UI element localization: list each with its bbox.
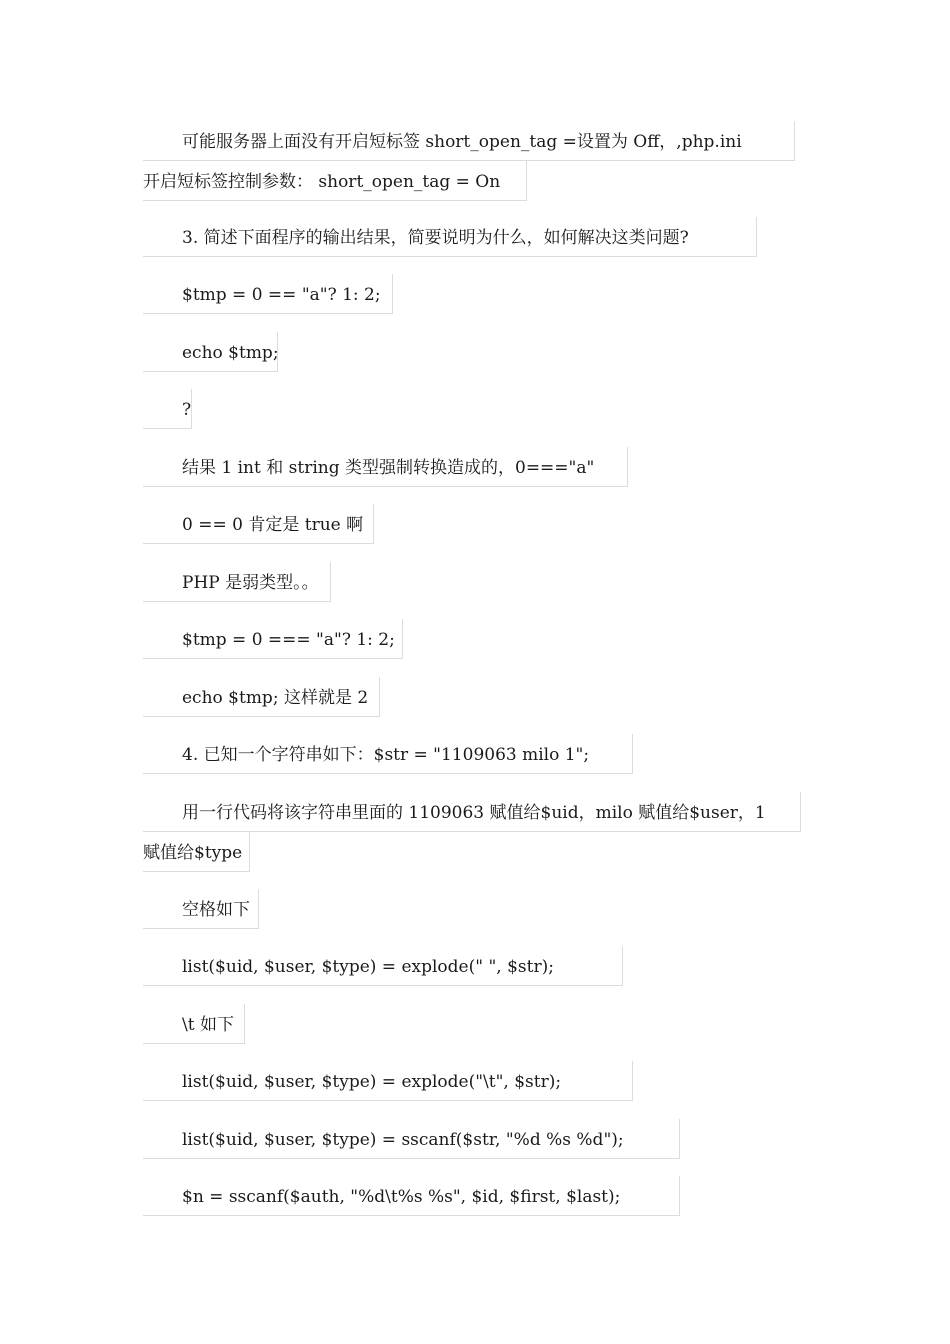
code-line-sscanf-auth [143,1176,680,1216]
question-4-description [143,792,801,872]
space-method-label [143,889,259,929]
text-line: $n = sscanf($auth, "%d\t%s %s", $id, $first, $last); [143,1176,680,1216]
code-line-explode-tab [143,1061,633,1101]
text-line: 4. 已知一个字符串如下：$str = "1109063 milo 1"; [143,734,633,774]
text-line: PHP 是弱类型。。 [143,562,331,602]
answer-result-line [143,447,628,487]
code-line-echo [143,332,278,372]
text-line: list($uid, $user, $type) = explode(" ", $str); [143,946,623,986]
text-line: 结果 1 int 和 string 类型强制转换造成的，0==="a" [143,447,628,487]
code-line-question-mark [143,389,192,429]
text-line: echo $tmp; 这样就是 2 [143,677,380,717]
text-line: ? [143,389,192,429]
text-line: 用一行代码将该字符串里面的 1109063 赋值给$uid，milo 赋值给$user，1 [143,792,801,832]
text-line: list($uid, $user, $type) = sscanf($str, "%d %s %d"); [143,1119,680,1159]
text-line: 可能服务器上面没有开启短标签 short_open_tag =设置为 Off，,php.ini [143,121,795,161]
text-line: $tmp = 0 === "a"? 1: 2; [143,619,403,659]
text-line: echo $tmp; [143,332,278,372]
text-line: 3. 简述下面程序的输出结果，简要说明为什么，如何解决这类问题? [143,217,757,257]
answer-true-line [143,504,374,544]
text-line: 赋值给$type [143,832,250,872]
text-line: list($uid, $user, $type) = explode("\t", $str); [143,1061,633,1101]
question-3-heading [143,217,757,257]
text-line: \t 如下 [143,1004,245,1044]
paragraph-short-tag [143,121,795,201]
code-line-strict-assign [143,619,403,659]
code-line-sscanf-str [143,1119,680,1159]
text-line: $tmp = 0 == "a"? 1: 2; [143,274,393,314]
answer-weak-type-line [143,562,331,602]
code-line-explode-space [143,946,623,986]
text-line: 开启短标签控制参数： short_open_tag = On [143,161,527,201]
code-line-echo-result [143,677,380,717]
code-line-tmp-assign [143,274,393,314]
tab-method-label [143,1004,245,1044]
question-4-heading [143,734,633,774]
text-line: 0 == 0 肯定是 true 啊 [143,504,374,544]
text-line: 空格如下 [143,889,259,929]
